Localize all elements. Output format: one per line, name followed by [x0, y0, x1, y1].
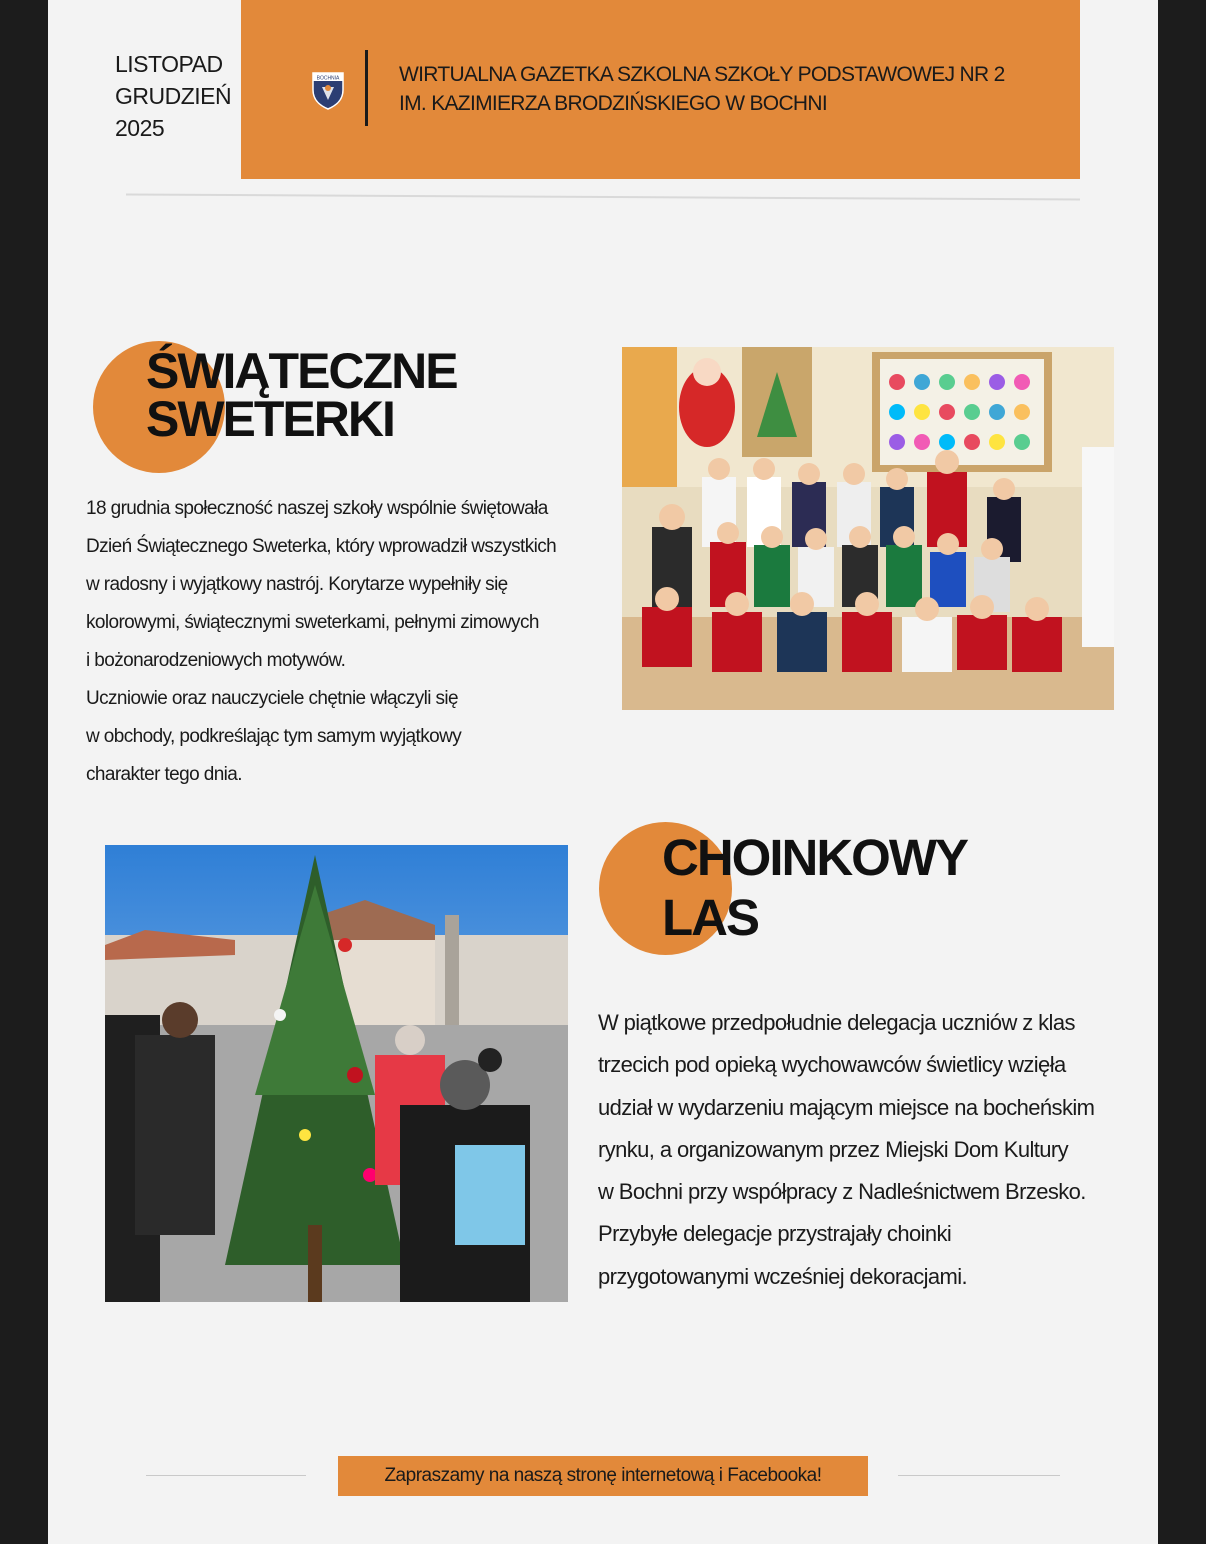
body-line: 18 grudnia społeczność naszej szkoły wspólnie świętowała [86, 498, 548, 519]
newsletter-page [48, 0, 1158, 1544]
body-line: charakter tego dnia. [86, 764, 242, 785]
body-line: rynku, a organizowanym przez Miejski Dom Kultury [598, 1136, 1069, 1162]
header-divider [126, 194, 1080, 201]
article-body-choinkowy [598, 1002, 1094, 1298]
header-banner [241, 0, 1080, 179]
body-line: przygotowanymi wcześniej dekoracjami. [598, 1263, 968, 1289]
banner-divider [365, 50, 368, 126]
article-body-sweterki [86, 490, 556, 794]
body-line: w radosny i wyjątkowy nastrój. Korytarze wypełniły się [86, 574, 508, 595]
body-line: udział w wydarzeniu mającym miejsce na bocheńskim [598, 1094, 1095, 1120]
issue-month-1: LISTOPAD [115, 51, 223, 77]
footer-rule-right [898, 1475, 1060, 1476]
body-line: w obchody, podkreślając tym samym wyjątkowy [86, 726, 462, 747]
issue-year: 2025 [115, 115, 165, 141]
school-crest-icon [310, 70, 346, 110]
newsletter-title-line-1: WIRTUALNA GAZETKA SZKOLNA SZKOŁY PODSTAWOWEJ NR 2 [399, 63, 1005, 86]
body-line: Dzień Świątecznego Sweterka, który wprowadził wszystkich [86, 536, 557, 557]
issue-date [115, 48, 231, 144]
article-heading-sweterki [146, 343, 457, 447]
body-line: w Bochni przy współpracy z Nadleśnictwem Brzesko. [598, 1179, 1086, 1205]
article-heading-line-2: SWETERKI [146, 391, 394, 447]
christmas-tree-market-photo [105, 845, 568, 1302]
article-heading-line-1: CHOINKOWY [662, 829, 967, 886]
issue-month-2: GRUDZIEŃ [115, 83, 232, 109]
body-line: trzecich pod opieką wychowawców świetlicy wzięła [598, 1052, 1066, 1078]
article-heading-line-2: LAS [662, 889, 758, 946]
class-photo-sweaters [622, 347, 1114, 710]
body-line: i bożonarodzeniowych motywów. [86, 650, 346, 671]
newsletter-title [399, 60, 1005, 118]
body-line: Uczniowie oraz nauczyciele chętnie włączyli się [86, 688, 459, 709]
article-heading-line-1: ŚWIĄTECZNE [146, 343, 457, 399]
body-line: kolorowymi, świątecznymi sweterkami, pełnymi zimowych [86, 612, 539, 633]
body-line: W piątkowe przedpołudnie delegacja uczniów z klas [598, 1010, 1075, 1035]
newsletter-title-line-2: IM. KAZIMIERZA BRODZIŃSKIEGO W BOCHNI [399, 92, 827, 115]
body-line: Przybyłe delegacje przystrajały choinki [598, 1221, 952, 1247]
crest-label: BOCHNIA [316, 75, 340, 82]
website-facebook-cta[interactable]: Zapraszamy na naszą stronę internetową i Facebooka! [338, 1456, 868, 1496]
footer-rule-left [146, 1475, 306, 1476]
article-heading-choinkowy [662, 828, 967, 948]
